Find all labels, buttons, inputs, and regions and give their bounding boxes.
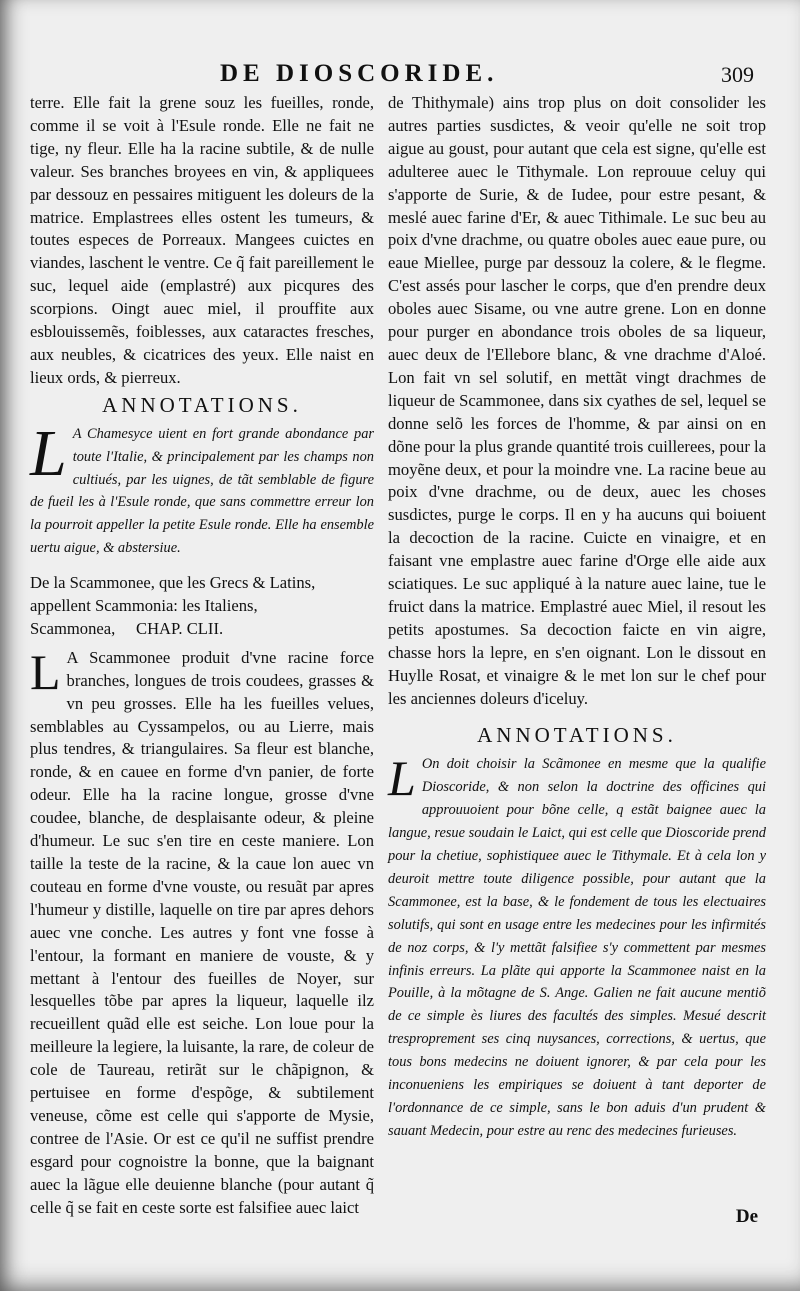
left-annotations-title: ANNOTATIONS. — [102, 392, 302, 417]
chapter-label: CHAP. CLII. — [136, 618, 224, 638]
right-annotations-dropcap: L — [388, 750, 416, 807]
left-column — [30, 92, 374, 1220]
right-annotations-text: On doit choisir la Scãmonee en mesme que la qualifie Dioscoride, & non selon la doctrine des officines qui approuuoient pour bõne celle, q estãt baignee auec la langue, resue soudain le Laict, qui est celle que Dioscoride prend pour la chetiue, sophistiquee auec le Tithymale. Et à cela lon y deuroit mettre toute diligence possible, pour autant que la Scammonee, est la base, & le fondement de tous les electuaires solutifs, qui sont en usage entre les medecines pour les infirmités de noz corps, & l'y mettãt falsifiee s'y commettent par mesmes infinis erreurs. La plãte qui apporte la Scammonee naist en la Pouille, à la mõtagne de S. Ange. Galien ne fait aucune mentiõ de ce simple ès liures des facultés des simples. Mesué descrit tresproprement ses cinq nuysances, corrections, & uertus, que tous bons medecins ne doiuent ignorer, & par cela pour les inconueniens les empiriques se doiuent à tant deporter de l'ordonnance de ce simple, sans le bon aduis d'un prudent & sauant Medecin, pour estre au renc des medecines furieuses. — [388, 756, 766, 1139]
left-annotations-dropcap: L — [30, 416, 67, 490]
chapter-heading-text: De la Scammonee, que les Grecs & Latins, appellent Scammonia: les Italiens, Scammonea, — [30, 573, 316, 638]
left-body-paragraph: terre. Elle fait la grene souz les fueilles, ronde, comme il se voit à l'Esule ronde. Elle ne fait ne tige, ny fleur. Elle ha la racine subtile, & de nulle valeur. Ses branches broyees en vin, & appliquees par dessouz en pessaires mitiguent les doleurs de la matrice. Emplastrees elles ostent les tumeurs, & toutes especes de Porreaux. Mangees cuictes en viandes, laschent le ventre. Ce q̃ fait pareillement le suc, lequel aide (emplastré) aux picqures des scorpions. Oingt auec miel, il prouffite aux esblouissemẽs, foiblesses, aux cataractes fresches, aux neubles, & cicatrices des yeux. Elle naist en lieux ords, & pierreux. — [30, 93, 374, 387]
running-title: DE DIOSCORIDE. — [220, 60, 499, 87]
chapter-text-block — [30, 643, 374, 1220]
right-annotations-title: ANNOTATIONS. — [477, 723, 677, 748]
chapter-heading — [30, 572, 374, 641]
right-annotations-block — [388, 750, 766, 1142]
chapter-dropcap: L — [30, 643, 61, 700]
left-annotations-block — [30, 416, 374, 560]
page-number: 309 — [721, 62, 754, 87]
left-annotations-text: A Chamesyce uient en fort grande abondance par toute l'Italie, & principalement par les champs non cultiués, par les uignes, de tãt semblable de figure de fueil les à l'Esule ronde, que sans commettre erreur lon la pourroit appeller la petite Esule ronde. Elle ha ensemble uertu aigue, & abstersiue. — [30, 425, 374, 557]
catchword: De — [735, 1206, 758, 1227]
chapter-heading-block — [30, 572, 374, 641]
right-body-paragraph: de Thithymale) ains trop plus on doit consolider les autres parties susdictes, & veoir qu'elle ne soit trop aigue au goust, pour autant que cela est signe, qu'elle est adulteree auec le Tithymale. Lon reprouue celuy qui s'apporte de Surie, & de Iudee, pour estre pesant, & meslé auec farine d'Er, & auec Tithimale. Le suc beu au poix d'vne drachme, ou quatre oboles auec eaue pure, ou eaue Miellee, purge par dessouz la colere, & le flegme. C'est assés pour lascher le corps, que d'en prendre deux oboles auec Sisame, ou vne autre grene. Lon en donne pour purger en abondance trois oboles de sa liqueur, auec deux de l'Ellebore blanc, & vne drachme d'Aloé. Lon fait vn sel solutif, en mettãt vingt drachmes de liqueur de Scammonee, dans six cyathes de sel, lequel se donne selõ les forces de l'homme, & par ainsi on en dõne pour la plus grande quantité trois cuillerees, pour la moyẽne deux, et pour la moindre vne. La racine beue au poix d'vne drachme, ou de deux, auec les choses susdictes, purge le corps. Il en y ha aucuns qui boiuent la decoction de la racine. Cuicte en vinaigre, et en faisant vne emplastre auec farine d'Orge elle aide aux sciatiques. Le suc appliqué à la nature auec laine, tue le fruict dans la matrice. Emplastré auec Miel, il resout les petits apostumes. Sa decoction faicte en vin aigre, chasse hors la lepre, en s'en oignant. Lon le dissout en Huylle Rosat, et vinaigre & le met lon sur le chef pour les anciennes doleurs d'iceluy. — [388, 93, 766, 708]
chapter-text: A Scammonee produit d'vne racine force branches, longues de trois coudees, grasses & vn peu grosses. Elle ha les fueilles velues, semblables au Cyssampelos, ou au Lierre, mais plus tendres, & triangulaires. Sa fleur est blanche, ronde, & en cauee en forme d'vn panier, de forte odeur. Elle ha la racine longue, grosse d'vne coudee, blanche, de desplaisante odeur, & pleine d'humeur. Le suc s'en tire en ceste maniere. Lon taille la teste de la racine, & la caue lon auec vn couteau en forme d'vne vouste, ou resuãt par apres l'humeur y distille, laquelle on tire par apres dehors auec vne conche. Les autres y font vne fosse à l'entour, la formant en maniere de vouste, & y mettant à l'entour des fueilles de Noyer, sur lesquelles tõbe par apres la liqueur, laquelle ilz recueillent quãd elle est seiche. Lon loue pour la meilleure la legiere, la luisante, la rare, de coleur de cole de Taureau, retirãt sur le chãpignon, & pertuisee en forme d'espõge, & subtilement veneuse, cõme est celle qui s'apporte de Mysie, contree de l'Asie. Or est ce qu'il ne suffist prendre esgard pour cognoistre la bonne, que la baignant auec la lãgue elle deuienne blanche (pour autant q̃ celle q̃ se fait en ceste sorte est falsifiee auec laict — [30, 647, 374, 1217]
right-column — [388, 92, 766, 1143]
